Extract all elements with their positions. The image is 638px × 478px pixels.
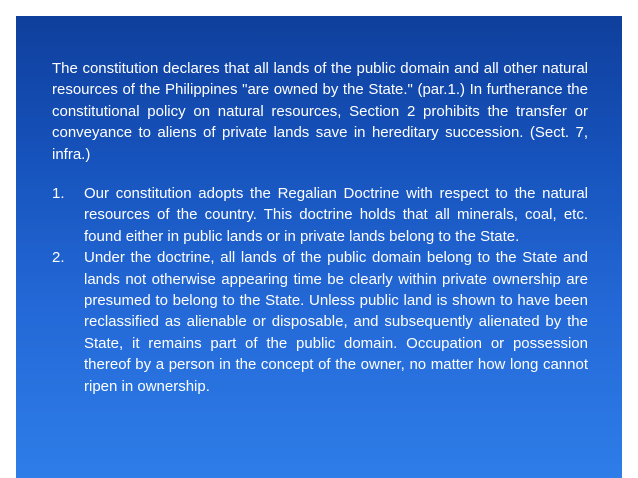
list-item-number: 1. — [52, 185, 65, 203]
slide-content — [52, 58, 588, 397]
list-item-number: 2. — [52, 249, 65, 267]
intro-paragraph: The constitution declares that all lands of the public domain and all other natural resources of the Philippines "are owned by the State." (par.1.) In furtherance the constitutional policy on natural resources, Section 2 prohibits the transfer or conveyance to aliens of private lands save in hereditary succession. (Sect. 7, infra.) — [52, 60, 588, 163]
list-item — [52, 247, 588, 397]
list-item — [52, 183, 588, 247]
list-item-text: Under the doctrine, all lands of the public domain belong to the State and lands not otherwise appearing time be clearly within private ownership are presumed to belong to the State. Unless public land is shown to have been reclassified as alienable or disposable, and subsequently alienated by the State, it remains part of the public domain. Occupation or possession thereof by a person in the concept of the owner, no matter how long cannot ripen in ownership. — [84, 249, 588, 395]
numbered-list — [52, 183, 588, 397]
slide — [16, 16, 622, 478]
list-item-text: Our constitution adopts the Regalian Doctrine with respect to the natural resources of the country. This doctrine holds that all minerals, coal, etc. found either in public lands or in private lands belong to the State. — [84, 185, 588, 245]
